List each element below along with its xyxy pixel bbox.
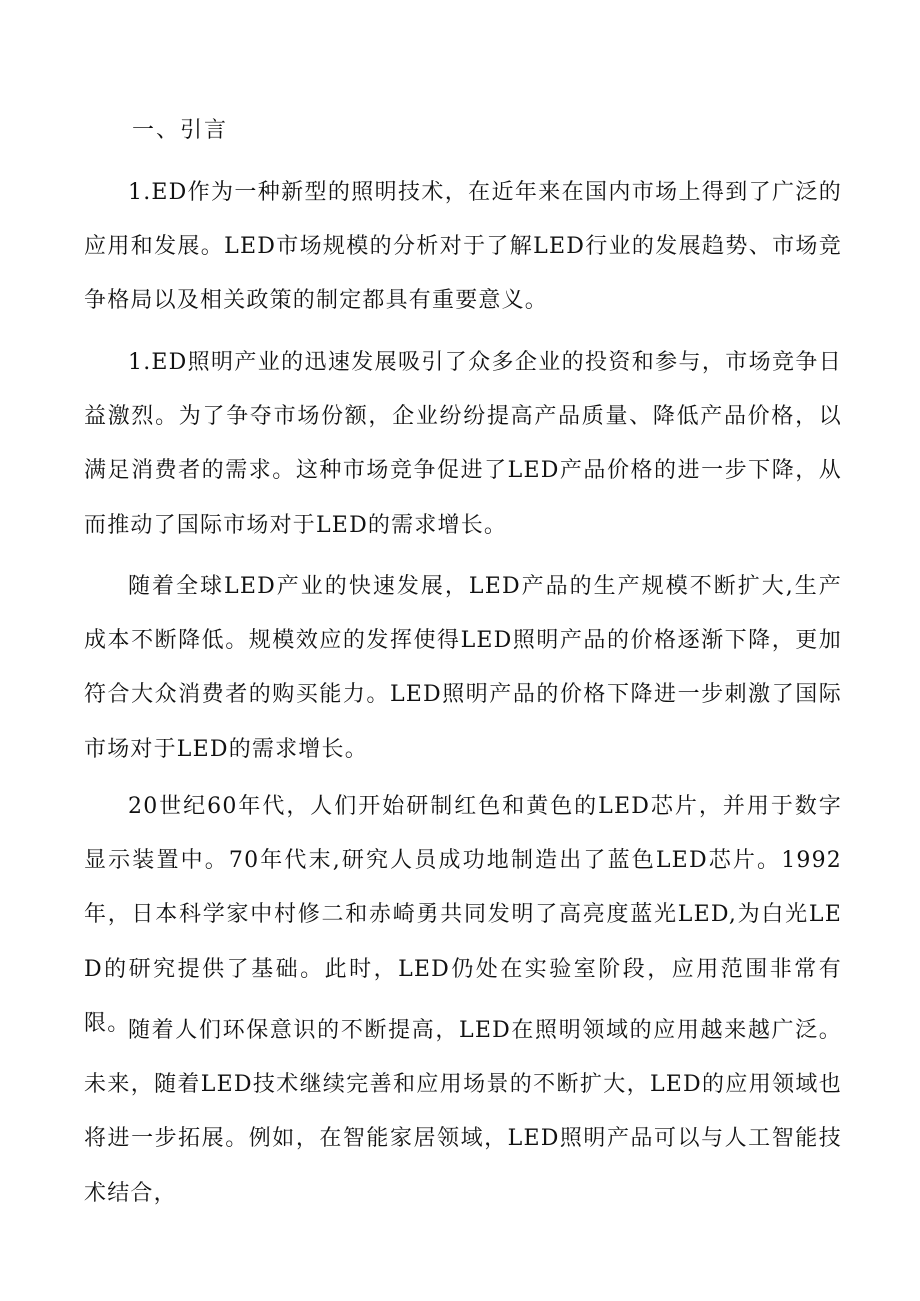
paragraph-3: 随着全球LED产业的快速发展，LED产品的生产规模不断扩大,生产成本不断降低。规模效应的发挥使得LED照明产品的价格逐渐下降，更加符合大众消费者的购买能力。LED照明产品的价格下降进一步刺激了国际市场对于LED的需求增长。 bbox=[84, 574, 842, 762]
paragraph-4: 20世纪60年代，人们开始研制红色和黄色的LED芯片，并用于数字显示装置中。70年代末,研究人员成功地制造出了蓝色LED芯片。1992年，日本科学家中村修二和赤崎勇共同发明了高亮度蓝光LED,为白光LED的研究提供了基础。此时，LED仍处在实验室阶段，应用范围非常有限。 bbox=[84, 794, 842, 1036]
paragraph-1: 1.ED作为一种新型的照明技术，在近年来在国内市场上得到了广泛的应用和发展。LED市场规模的分析对于了解LED行业的发展趋势、市场竞争格局以及相关政策的制定都具有重要意义。 bbox=[84, 180, 842, 314]
paragraph-2: 1.ED照明产业的迅速发展吸引了众多企业的投资和参与，市场竞争日益激烈。为了争夺市场份额，企业纷纷提高产品质量、降低产品价格，以满足消费者的需求。这种市场竞争促进了LED产品价格的进一步下降，从而推动了国际市场对于LED的需求增长。 bbox=[84, 350, 842, 538]
section-heading: 一、引言 bbox=[132, 118, 229, 143]
paragraph-5: 随着人们环保意识的不断提高，LED在照明领域的应用越来越广泛。未来，随着LED技术继续完善和应用场景的不断扩大，LED的应用领域也将进一步拓展。例如，在智能家居领域，LED照明产品可以与人工智能技术结合， bbox=[84, 1018, 842, 1206]
